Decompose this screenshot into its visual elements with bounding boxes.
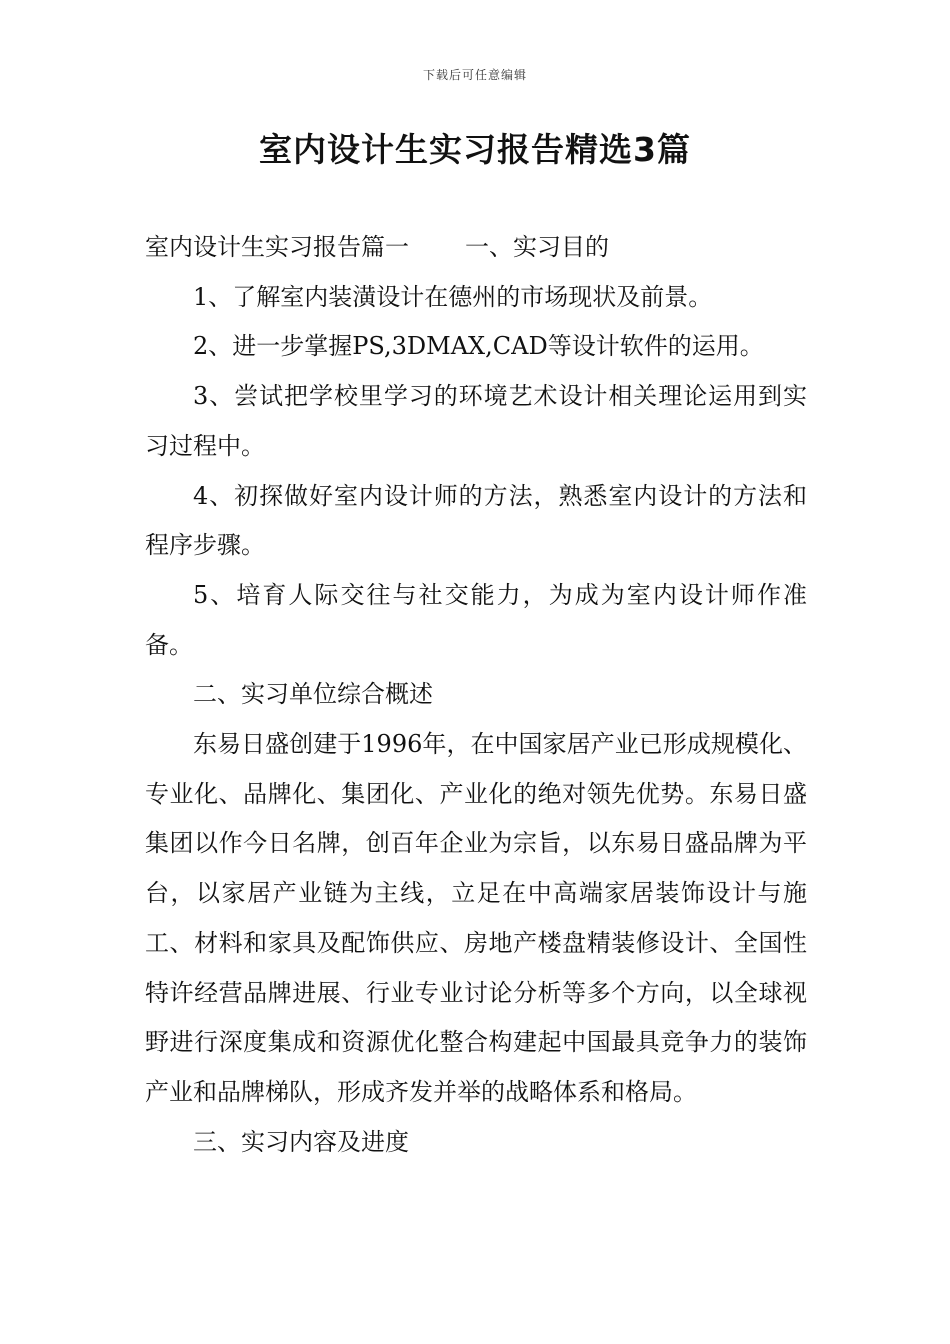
paragraph-goal-2: 2、进一步掌握PS,3DMAX,CAD等设计软件的运用。: [193, 332, 764, 361]
paragraph-goal-4: 4、初探做好室内设计师的方法，熟悉室内设计的方法和程序步骤。: [145, 481, 807, 560]
section-label: 室内设计生实习报告篇一: [145, 233, 409, 261]
section-intro-line: [145, 223, 807, 273]
paragraph-company-overview: 东易日盛创建于1996年，在中国家居产业已形成规模化、专业化、品牌化、集团化、产业化的绝对领先优势。东易日盛集团以作今日名牌，创百年企业为宗旨，以东易日盛品牌为平台，以家居产业链为主线，立足在中高端家居装饰设计与施工、材料和家具及配饰供应、房地产楼盘精装修设计、全国性特许经营品牌进展、行业专业讨论分析等多个方向，以全球视野进行深度集成和资源优化整合构建起中国最具竞争力的装饰产业和品牌梯队，形成齐发并举的战略体系和格局。: [145, 730, 807, 1106]
section-heading-2: 二、实习单位综合概述: [193, 680, 433, 709]
section-heading-3: 三、实习内容及进度: [193, 1127, 409, 1156]
document-body: [145, 223, 807, 1167]
paragraph-goal-3: 3、尝试把学校里学习的环境艺术设计相关理论运用到实习过程中。: [145, 382, 807, 460]
paragraph-goal-5: 5、培育人际交往与社交能力，为成为室内设计师作准备。: [145, 580, 807, 659]
section-heading: 一、实习目的: [465, 233, 609, 261]
page-header-note: 下载后可任意编辑: [422, 68, 527, 82]
document-title: 室内设计生实习报告精选3篇: [259, 130, 691, 169]
paragraph-goal-1: 1、了解室内装潢设计在德州的市场现状及前景。: [193, 282, 713, 311]
